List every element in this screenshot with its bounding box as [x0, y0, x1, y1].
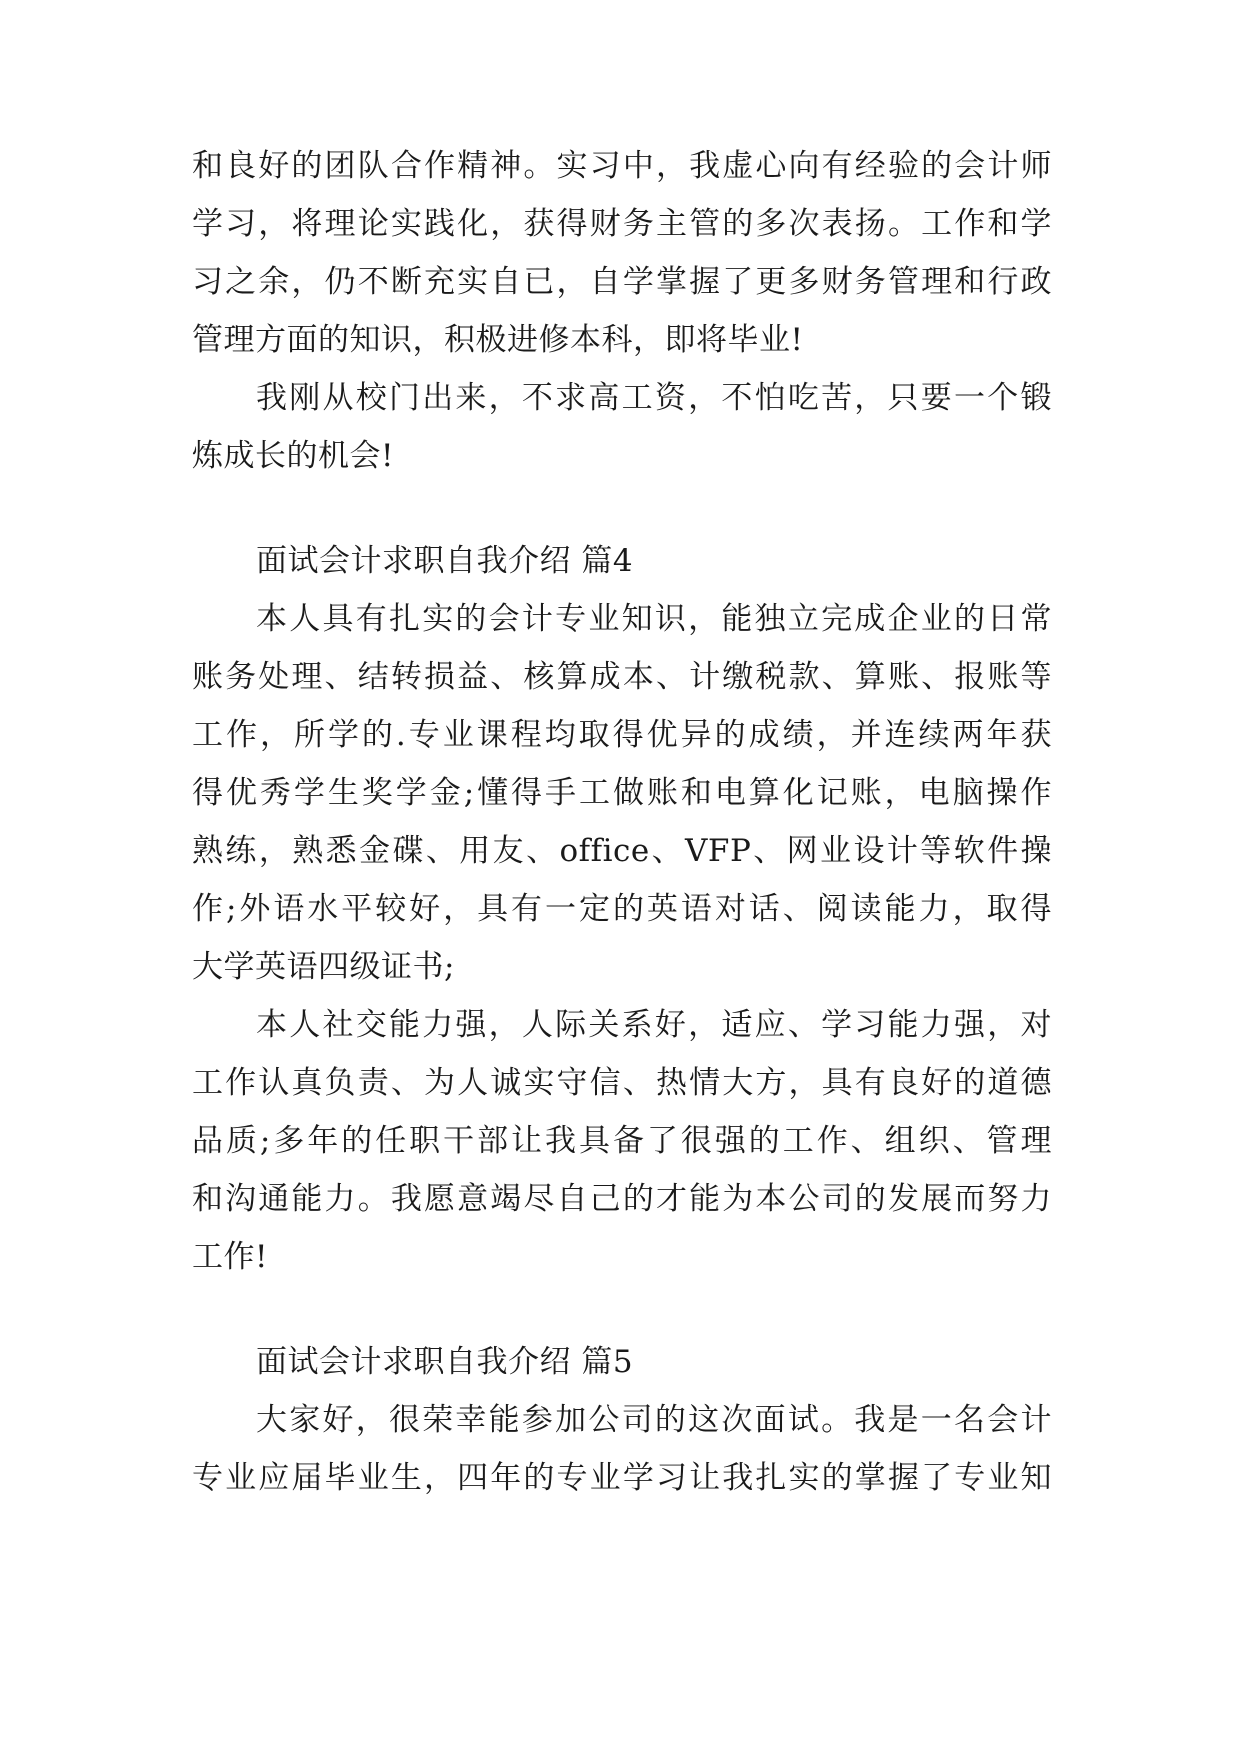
body-line: 习之余，仍不断充实自已，自学掌握了更多财务管理和行政 — [192, 264, 1052, 300]
body-line: 品质;多年的任职干部让我具备了很强的工作、组织、管理 — [192, 1123, 1052, 1159]
body-line: 本人具有扎实的会计专业知识，能独立完成企业的日常 — [256, 601, 1052, 637]
body-line: 作;外语水平较好，具有一定的英语对话、阅读能力，取得 — [192, 891, 1052, 927]
body-line: 和良好的团队合作精神。实习中，我虚心向有经验的会计师 — [192, 148, 1052, 184]
body-line: 学习，将理论实践化，获得财务主管的多次表扬。工作和学 — [192, 206, 1052, 242]
body-line: 工作，所学的.专业课程均取得优异的成绩，并连续两年获 — [192, 717, 1052, 753]
body-line: 账务处理、结转损益、核算成本、计缴税款、算账、报账等 — [192, 659, 1052, 695]
section-heading: 面试会计求职自我介绍 篇5 — [256, 1344, 634, 1380]
body-line: 得优秀学生奖学金;懂得手工做账和电算化记账，电脑操作 — [192, 775, 1052, 811]
body-line: 管理方面的知识，积极进修本科，即将毕业! — [192, 322, 804, 358]
body-line: 大学英语四级证书; — [192, 949, 455, 985]
body-line: 大家好，很荣幸能参加公司的这次面试。我是一名会计 — [256, 1402, 1052, 1438]
body-line: 炼成长的机会! — [192, 438, 394, 474]
body-line: 本人社交能力强，人际关系好，适应、学习能力强，对 — [256, 1007, 1052, 1043]
body-line: 和沟通能力。我愿意竭尽自己的才能为本公司的发展而努力 — [192, 1181, 1052, 1217]
body-line: 我刚从校门出来，不求高工资，不怕吃苦，只要一个锻 — [256, 380, 1052, 416]
section-heading: 面试会计求职自我介绍 篇4 — [256, 543, 634, 579]
body-line: 工作认真负责、为人诚实守信、热情大方，具有良好的道德 — [192, 1065, 1052, 1101]
body-line: 熟练，熟悉金碟、用友、office、VFP、网业设计等软件操 — [192, 833, 1052, 869]
body-line: 专业应届毕业生，四年的专业学习让我扎实的掌握了专业知 — [192, 1460, 1052, 1496]
body-line: 工作! — [192, 1239, 268, 1275]
